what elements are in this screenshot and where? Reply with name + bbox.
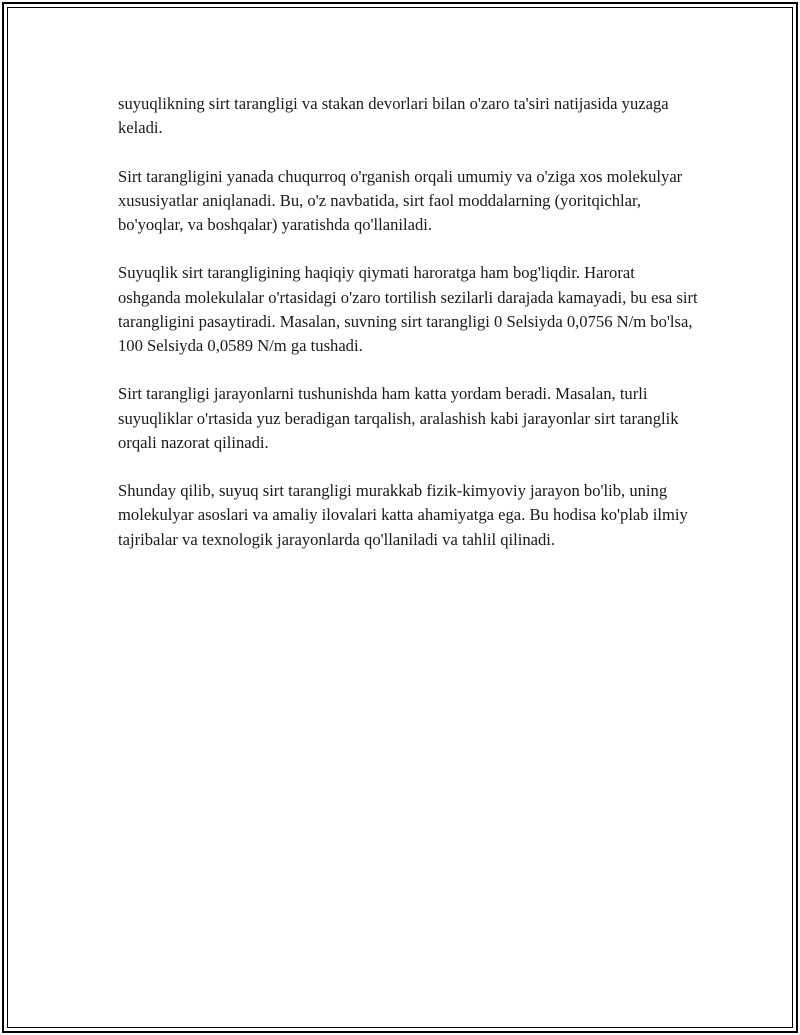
paragraph-5: Shunday qilib, suyuq sirt tarangligi murakkab fizik-kimyoviy jarayon bo'lib, uning molekulyar asoslari va amaliy ilovalari katta ahamiyatga ega. Bu hodisa ko'plab ilmiy tajribalar va texnologik jarayonlarda qo'llaniladi va tahlil qilinadi. xyxy=(118,481,688,549)
paragraph-1: suyuqlikning sirt tarangligi va stakan devorlari bilan o'zaro ta'siri natijasida yuzaga keladi. xyxy=(118,94,669,138)
paragraph-2: Sirt tarangligini yanada chuqurroq o'rganish orqali umumiy va o'ziga xos molekulyar xususiyatlar aniqlanadi. Bu, o'z navbatida, sirt faol moddalarning (yoritqichlar, bo'yoqlar, va boshqalar) yaratishda qo'llaniladi. xyxy=(118,166,683,234)
paragraph-3: Suyuqlik sirt tarangligining haqiqiy qiymati haroratga ham bog'liqdir. Harorat oshganda molekulalar o'rtasidagi o'zaro tortilish sezilarli darajada kamayadi, bu esa sirt tarangligini pasaytiradi. Masalan, suvning sirt tarangligi 0 Selsiyda 0,0756 N/m bo'lsa, 100 Selsiyda 0,0589 N/m ga tushadi. xyxy=(118,263,698,355)
paragraph-4: Sirt tarangligi jarayonlarni tushunishda ham katta yordam beradi. Masalan, turli suyuqliklar o'rtasida yuz beradigan tarqalish, aralashish kabi jarayonlar sirt taranglik orqali nazorat qilinadi. xyxy=(118,384,679,452)
document-body xyxy=(118,92,698,576)
